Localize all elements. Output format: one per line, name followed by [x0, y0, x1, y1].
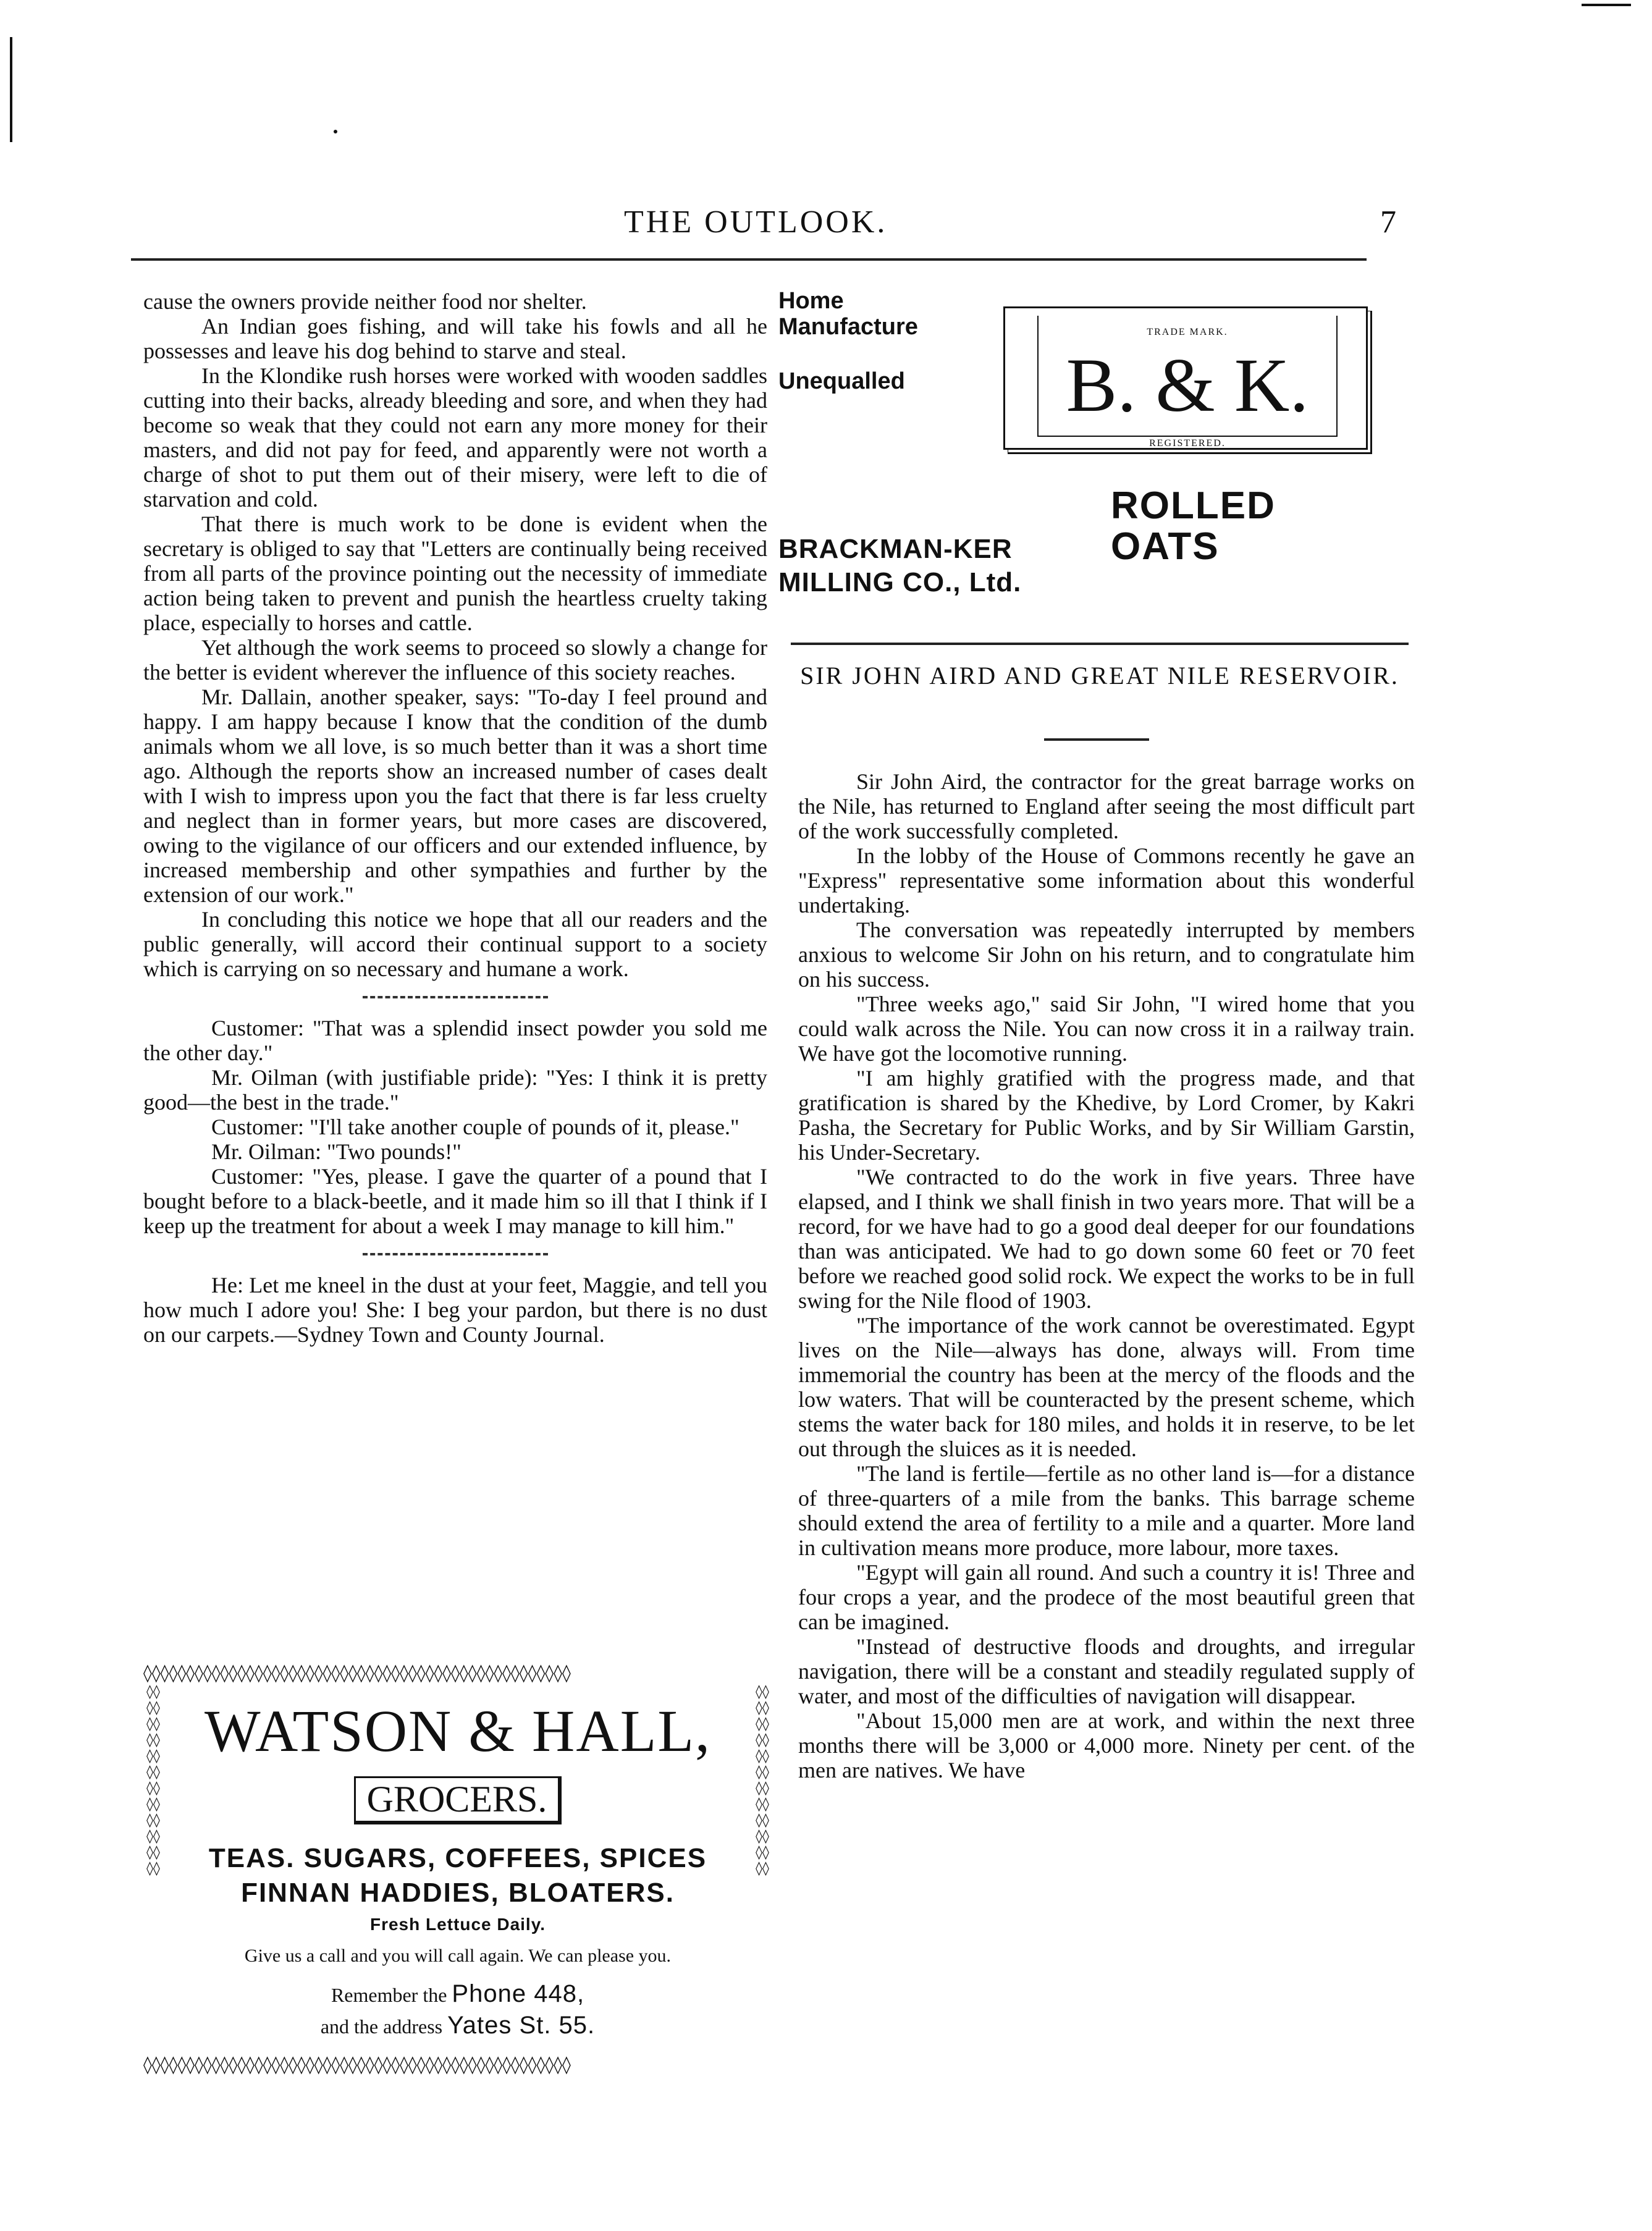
- ornamental-border-right: ◊◊◊◊◊◊◊◊◊◊◊◊◊◊◊◊◊◊◊◊◊◊◊◊: [756, 1684, 769, 1876]
- running-title: THE OUTLOOK.: [624, 205, 888, 240]
- watson-ad-address: [168, 2012, 748, 2039]
- bk-advertisement: [778, 288, 1415, 628]
- dialogue-line: Mr. Oilman (with justifiable pride): "Yes: I think it is pretty good—the best in the trade.": [143, 1065, 767, 1115]
- watson-address-value: Yates St. 55.: [447, 2012, 596, 2039]
- paragraph: "We contracted to do the work in five years. Three have elapsed, and I think we shall finish in two years more. That will be a record, for we have had to go a good deal deeper for our foundations than was anticipated. We had to go down some 60 feet or 70 feet before we reached good solid rock. We expect the works to be in full swing for the Nile flood of 1903.: [798, 1165, 1415, 1313]
- watson-hall-advertisement: [143, 1662, 772, 2076]
- dialogue-line: Customer: "That was a splendid insect powder you sold me the other day.": [143, 1016, 767, 1065]
- company-name-line: BRACKMAN-KER: [778, 534, 1013, 564]
- dialogue-line: Mr. Oilman: "Two pounds!": [211, 1139, 461, 1164]
- manufacture-label: Manufacture: [778, 314, 918, 340]
- dialogue-line: Customer: "Yes, please. I gave the quarter of a pound that I bought before to a black-beetle, and it made him so ill that I think if I keep up the treatment for about a week I may manage to kill him.": [143, 1164, 767, 1238]
- paragraph: In the Klondike rush horses were worked with wooden saddles cutting into their backs, already bleeding and sore, and when they had become so weak that they could not earn any more money for their masters, and did not pay for feed, and apparently were not worth a charge of shot to put them out of their misery, were left to die of starvation and cold.: [143, 363, 767, 512]
- dialogue-line: Customer: "I'll take another couple of pounds of it, please.": [211, 1115, 740, 1139]
- watson-ad-content: [168, 1684, 748, 2054]
- paragraph: An Indian goes fishing, and will take his fowls and all he possesses and leave his dog behind to starve and steal.: [143, 314, 767, 363]
- watson-ad-products-2: FINNAN HADDIES, BLOATERS.: [241, 1878, 675, 1908]
- paragraph: In the lobby of the House of Commons recently he gave an "Express" representative some information about this wonderful undertaking.: [798, 843, 1415, 917]
- left-column: [143, 289, 767, 1347]
- home-label: Home: [778, 288, 844, 314]
- article-title: SIR JOHN AIRD AND GREAT NILE RESERVOIR.: [800, 662, 1399, 690]
- scan-mark-top-right: [1582, 4, 1631, 6]
- paragraph: The conversation was repeatedly interrupted by members anxious to welcome Sir John on his return, and to congratulate him on his success.: [798, 917, 1415, 992]
- watson-ad-invitation: Give us a call and you will call again. We can please you.: [244, 1946, 672, 1966]
- paragraph: "Instead of destructive floods and droughts, and irregular navigation, there will be a constant and steadily regulated supply of water, and most of the difficulties of navigation will disappear.: [798, 1634, 1415, 1708]
- registered-caption: REGISTERED.: [1149, 438, 1226, 449]
- ornamental-border-bottom: ◊◊◊◊◊◊◊◊◊◊◊◊◊◊◊◊◊◊◊◊◊◊◊◊◊◊◊◊◊◊◊◊◊◊◊◊◊◊◊◊◊◊◊◊◊◊◊◊◊◊: [143, 2054, 571, 2075]
- watson-address-prefix: and the address: [320, 2015, 443, 2038]
- watson-ad-products-1: TEAS. SUGARS, COFFEES, SPICES: [208, 1843, 707, 1873]
- right-column: [798, 769, 1415, 1782]
- section-separator: [363, 1253, 548, 1255]
- scan-mark-left: [10, 37, 12, 142]
- paragraph: In concluding this notice we hope that all our readers and the public generally, will accord their continual support to a society which is carrying on so necessary and humane a work.: [143, 907, 767, 981]
- scan-dot: [334, 130, 337, 133]
- watson-ad-name: WATSON & HALL,: [204, 1698, 711, 1764]
- paragraph: cause the owners provide neither food nor shelter.: [143, 289, 587, 314]
- paragraph: "The importance of the work cannot be overestimated. Egypt lives on the Nile—always has done, always will. From time immemorial the country has been at the mercy of the floods and the low waters. That will be counteracted by the present scheme, which stems the water back for 180 miles, and holds it in reserve, to be let out through the sluices as it is needed.: [798, 1313, 1415, 1461]
- ornamental-border-top: ◊◊◊◊◊◊◊◊◊◊◊◊◊◊◊◊◊◊◊◊◊◊◊◊◊◊◊◊◊◊◊◊◊◊◊◊◊◊◊◊◊◊◊◊◊◊◊◊◊◊: [143, 1663, 571, 1683]
- paragraph: "Egypt will gain all round. And such a country it is! Three and four crops a year, and the prodece of the most beautiful green that can be imagined.: [798, 1560, 1415, 1634]
- product-name-line: OATS: [1111, 525, 1220, 568]
- page-header: [136, 204, 1421, 253]
- paragraph: Yet although the work seems to proceed so slowly a change for the better is evident wherever the influence of this society reaches.: [143, 635, 767, 685]
- page-number: 7: [1380, 205, 1396, 240]
- ornamental-border-left: ◊◊◊◊◊◊◊◊◊◊◊◊◊◊◊◊◊◊◊◊◊◊◊◊: [146, 1684, 160, 1876]
- product-name: [1111, 486, 1276, 567]
- paragraph: That there is much work to be done is evident when the secretary is obliged to say that "Letters are continually being received from all parts of the province pointing out the necessity of immediate action being taken to prevent and punish the heartless cruelty taking place, especially to horses and cattle.: [143, 512, 767, 635]
- company-name: [778, 533, 1021, 599]
- paragraph: "I am highly gratified with the progress made, and that gratification is shared by the Khedive, by Lord Cromer, by Kakri Pasha, the Secretary for Public Works, and by Sir William Garstin, his Under-Secretary.: [798, 1066, 1415, 1165]
- title-underline: [1044, 738, 1149, 741]
- section-separator: [363, 996, 548, 998]
- paragraph: Sir John Aird, the contractor for the great barrage works on the Nile, has returned to England after seeing the most difficult part of the work successfully completed.: [798, 769, 1415, 843]
- watson-ad-phone: [168, 1980, 748, 2008]
- ad-separator-rule: [791, 643, 1409, 645]
- paragraph: "Three weeks ago," said Sir John, "I wired home that you could walk across the Nile. You can now cross it in a railway train. We have got the locomotive running.: [798, 992, 1415, 1066]
- bk-logo: B. & K.: [1066, 343, 1309, 428]
- watson-phone-prefix: Remember the: [331, 1984, 447, 2006]
- unequalled-label: Unequalled: [778, 368, 905, 394]
- trademark-inner-frame: [1037, 316, 1338, 449]
- header-rule: [131, 258, 1367, 261]
- grocers-label: GROCERS.: [354, 1776, 562, 1824]
- company-name-line: MILLING CO., Ltd.: [778, 567, 1022, 597]
- product-name-line: ROLLED: [1111, 484, 1276, 527]
- paragraph: He: Let me kneel in the dust at your feet, Maggie, and tell you how much I adore you! She: I beg your pardon, but there is no dust on our carpets.—Sydney Town and County Journal.: [143, 1273, 767, 1347]
- trademark-box: [1003, 306, 1368, 450]
- trademark-caption: TRADE MARK.: [1147, 327, 1228, 337]
- paragraph: Mr. Dallain, another speaker, says: "To-day I feel pround and happy. I am happy because I know that the condition of the dumb animals whom we all love, is so much better than it was a short time ago. Although the reports show an increased number of cases dealt with I wish to impress upon you the fact that there is far less cruelty and neglect than in former years, but more cases are discovered, owing to the vigilance of our officers and our extended influence, by increased membership and other sympathies and further by the extension of our work.": [143, 685, 767, 907]
- paragraph: "About 15,000 men are at work, and within the next three months there will be 3,000 or 4,000 more. Ninety per cent. of the men are natives. We have: [798, 1708, 1415, 1782]
- watson-ad-fresh: Fresh Lettuce Daily.: [369, 1915, 546, 1934]
- paragraph: "The land is fertile—fertile as no other land is—for a distance of three-quarters of a mile from the banks. This barrage scheme should extend the area of fertility to a mile and a quarter. More land in cultivation means more produce, more labour, more taxes.: [798, 1461, 1415, 1560]
- watson-phone-number: Phone 448,: [452, 1980, 585, 2007]
